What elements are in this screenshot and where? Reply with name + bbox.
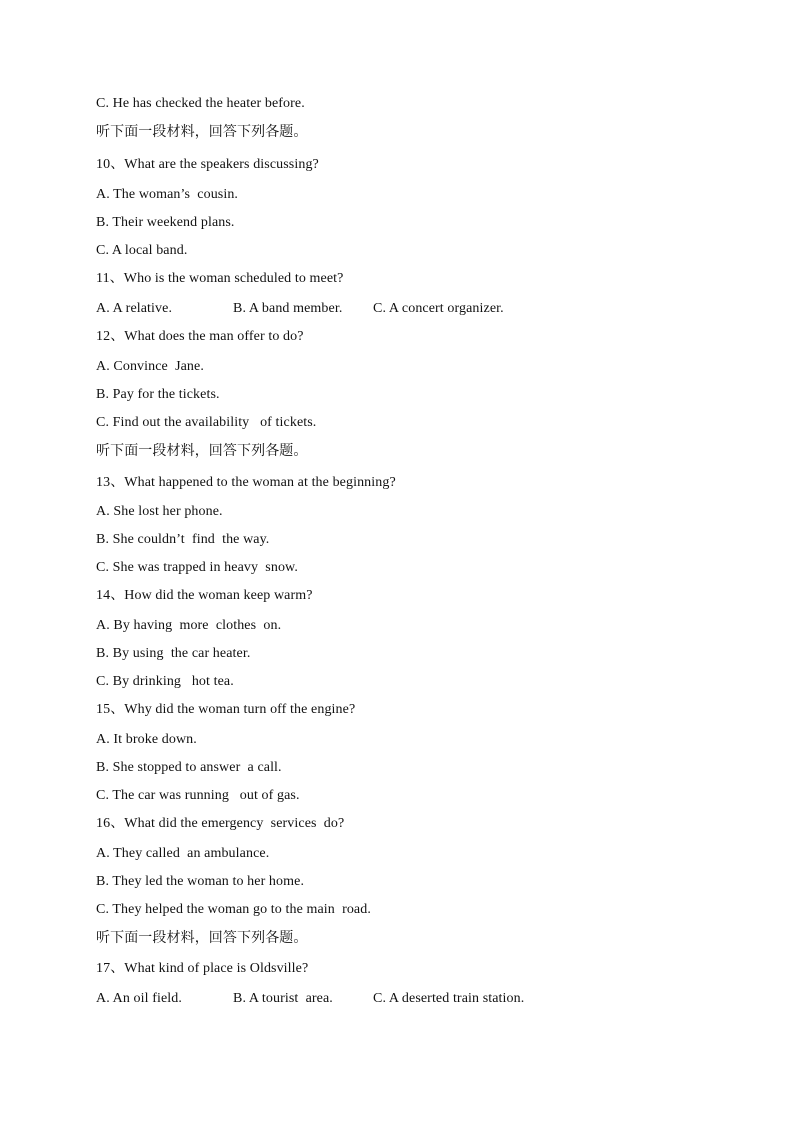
option-line: B. She couldn’t find the way. [96, 532, 270, 547]
question-12: 12、What does the man offer to do? [96, 329, 304, 344]
option-c: C. A deserted train station. [373, 991, 525, 1006]
option-line: B. By using the car heater. [96, 646, 251, 661]
option-line: A. It broke down. [96, 732, 197, 747]
option-a: A. A relative. [96, 301, 173, 316]
option-line: C. A local band. [96, 243, 188, 258]
option-line: A. They called an ambulance. [96, 846, 270, 861]
question-13: 13、What happened to the woman at the beginning? [96, 475, 396, 490]
section-instruction: 听下面一段材料，回答下列各题。 [96, 443, 308, 459]
option-line: C. By drinking hot tea. [96, 674, 234, 689]
option-line: B. She stopped to answer a call. [96, 760, 282, 775]
option-line: A. She lost her phone. [96, 504, 223, 519]
option-line: B. They led the woman to her home. [96, 874, 305, 889]
section-instruction: 听下面一段材料，回答下列各题。 [96, 930, 308, 946]
question-14: 14、How did the woman keep warm? [96, 588, 313, 603]
option-b: B. A band member. [233, 301, 343, 316]
options-row [96, 990, 524, 1008]
option-line: B. Their weekend plans. [96, 215, 235, 230]
option-line: B. Pay for the tickets. [96, 387, 220, 402]
question-11: 11、Who is the woman scheduled to meet? [96, 271, 344, 286]
question-15: 15、Why did the woman turn off the engine? [96, 702, 356, 717]
options-row [96, 300, 504, 318]
option-line: C. They helped the woman go to the main road. [96, 902, 371, 917]
question-16: 16、What did the emergency services do? [96, 816, 345, 831]
option-line: A. Convince Jane. [96, 359, 204, 374]
option-line: C. Find out the availability of tickets. [96, 415, 317, 430]
option-line: A. The woman’s cousin. [96, 187, 239, 202]
section-instruction: 听下面一段材料，回答下列各题。 [96, 124, 308, 140]
option-line: C. The car was running out of gas. [96, 788, 300, 803]
option-line: A. By having more clothes on. [96, 618, 282, 633]
option-b: B. A tourist area. [233, 991, 333, 1006]
option-line: C. He has checked the heater before. [96, 96, 305, 111]
question-17: 17、What kind of place is Oldsville? [96, 961, 309, 976]
option-c: C. A concert organizer. [373, 301, 504, 316]
option-a: A. An oil field. [96, 991, 182, 1006]
question-10: 10、What are the speakers discussing? [96, 157, 319, 172]
option-line: C. She was trapped in heavy snow. [96, 560, 298, 575]
